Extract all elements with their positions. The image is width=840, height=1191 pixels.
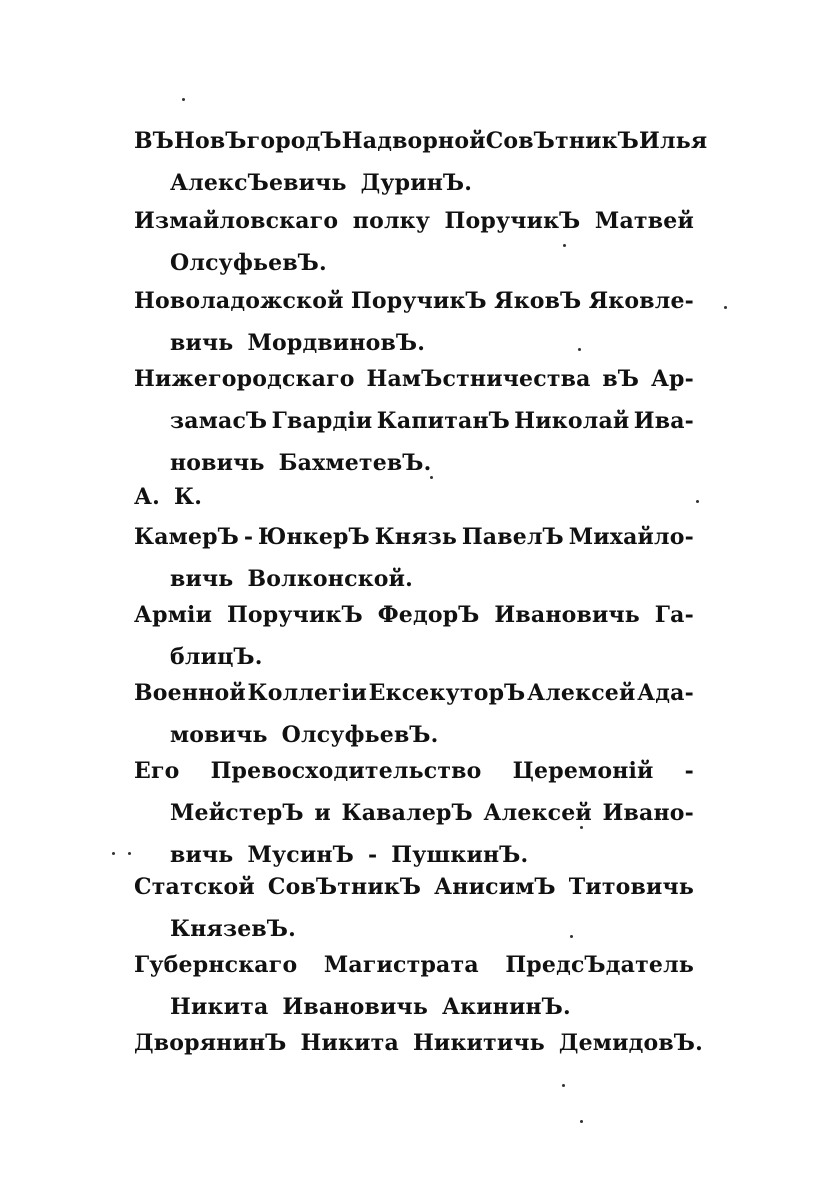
word: вичь (170, 842, 234, 868)
word: БахметевЪ. (278, 450, 432, 476)
text-line (134, 944, 694, 986)
word: Илья (639, 128, 708, 154)
word: замасЪ (170, 408, 268, 434)
word: - (243, 524, 254, 550)
text-line (134, 476, 694, 518)
word: ПоручикЪ (350, 288, 487, 314)
word: Ада- (637, 680, 694, 706)
entry-volkonskoy (134, 516, 694, 600)
word: КнязевЪ. (170, 916, 296, 942)
word: Арміи (134, 602, 213, 628)
word: полку (352, 208, 431, 234)
text-line (134, 280, 694, 322)
paper-speck (563, 244, 566, 247)
word: - (367, 842, 378, 868)
word: мовичь (170, 722, 268, 748)
word: Матвей (594, 208, 694, 234)
word: ДуринЪ. (360, 170, 473, 196)
word: Алексей (527, 680, 636, 706)
word: ЮнкерЪ (257, 524, 370, 550)
word: Николай (514, 408, 630, 434)
entry-musin-pushkin (134, 750, 694, 876)
word: ВЪ (134, 128, 175, 154)
paper-speck (570, 935, 573, 938)
word: Магистрата (323, 952, 479, 978)
entry-olsufev-aleksey (134, 672, 694, 756)
word: Нижегородскаго (134, 366, 355, 392)
word: Коллегіи (247, 680, 367, 706)
word: ЯковЪ (494, 288, 582, 314)
word: Никита (300, 1030, 399, 1056)
text-line (134, 792, 694, 834)
word: ПоручикЪ (444, 208, 581, 234)
paper-speck (182, 98, 185, 101)
word: МейстерЪ (170, 800, 304, 826)
word: ДворянинЪ (134, 1030, 287, 1056)
word: СовЪтникЪ (267, 874, 422, 900)
paper-speck (580, 1120, 583, 1123)
word: Надворной (341, 128, 486, 154)
entry-bakhmetev (134, 358, 694, 484)
text-line (134, 358, 694, 400)
entry-knyazev (134, 866, 694, 950)
word: КавалерЪ (341, 800, 473, 826)
word: Алексей (483, 800, 592, 826)
word: ЕксекуторЪ (368, 680, 526, 706)
word: Ива- (633, 408, 694, 434)
word: МордвиновЪ. (247, 330, 426, 356)
word: ПредсЪдатель (505, 952, 694, 978)
paper-speck (128, 852, 131, 855)
word: вичь (170, 566, 234, 592)
word: Статской (134, 874, 255, 900)
word: АнисимЪ (434, 874, 556, 900)
word: ДемидовЪ. (558, 1030, 703, 1056)
section-heading-a-k (134, 476, 694, 518)
paper-speck (562, 1084, 565, 1087)
entry-durin (134, 120, 708, 204)
word: Губернскаго (134, 952, 298, 978)
word: А. (134, 484, 160, 510)
word: Ивановичь (494, 602, 640, 628)
paper-speck (430, 476, 433, 479)
text-line (134, 162, 694, 204)
word: ПавелЪ (461, 524, 564, 550)
text-line (134, 400, 694, 442)
text-line (134, 866, 694, 908)
paper-speck (696, 500, 699, 503)
text-line (134, 750, 694, 792)
text-line (134, 200, 694, 242)
word: ОлсуфьевЪ. (281, 722, 439, 748)
word: - (684, 758, 694, 784)
word: Га- (654, 602, 694, 628)
word: ПоручикЪ (226, 602, 363, 628)
paper-speck (578, 348, 581, 351)
word: блицЪ. (170, 644, 263, 670)
word: Его (134, 758, 180, 784)
entry-demidov (134, 1022, 703, 1064)
word: Новоладожской (134, 288, 344, 314)
word: КамерЪ (134, 524, 240, 550)
word: Ар- (650, 366, 694, 392)
word: вЪ (602, 366, 640, 392)
word: Волконской. (247, 566, 414, 592)
word: К. (173, 484, 203, 510)
word: КапитанЪ (376, 408, 511, 434)
entry-akinin (134, 944, 694, 1028)
paper-speck (724, 306, 727, 309)
word: ОлсуфьевЪ. (170, 250, 327, 276)
word: Титовичь (568, 874, 694, 900)
word: МусинЪ (247, 842, 354, 868)
word: НовЪгородЪ (174, 128, 342, 154)
word: ФедорЪ (377, 602, 480, 628)
text-line (134, 120, 708, 162)
word: Измайловскаго (134, 208, 339, 234)
word: Яковле- (588, 288, 694, 314)
word: АкининЪ. (441, 994, 571, 1020)
entry-gablits (134, 594, 694, 678)
text-line (134, 242, 694, 284)
paper-speck (112, 852, 115, 855)
word: Церемоній (512, 758, 654, 784)
word: Военной (134, 680, 246, 706)
word: Гвардіи (271, 408, 373, 434)
word: Михайло- (568, 524, 694, 550)
entry-olsufev-matvey (134, 200, 694, 284)
word: НамЪстничества (366, 366, 591, 392)
word: Ивановичь (282, 994, 428, 1020)
paper-speck (580, 826, 583, 829)
word: вичь (170, 330, 234, 356)
word: и (314, 800, 331, 826)
word: Никита (170, 994, 269, 1020)
word: АлексЪевичь (170, 170, 347, 196)
word: Никитичь (412, 1030, 545, 1056)
word: Ивано- (602, 800, 694, 826)
text-line (134, 672, 694, 714)
word: ПушкинЪ. (391, 842, 529, 868)
text-line (134, 516, 694, 558)
word: СовЪтникЪ (485, 128, 640, 154)
word: Превосходительство (210, 758, 482, 784)
text-line (134, 594, 694, 636)
word: новичь (170, 450, 265, 476)
text-line (134, 1022, 703, 1064)
word: Князь (374, 524, 458, 550)
entry-mordvinov (134, 280, 694, 364)
